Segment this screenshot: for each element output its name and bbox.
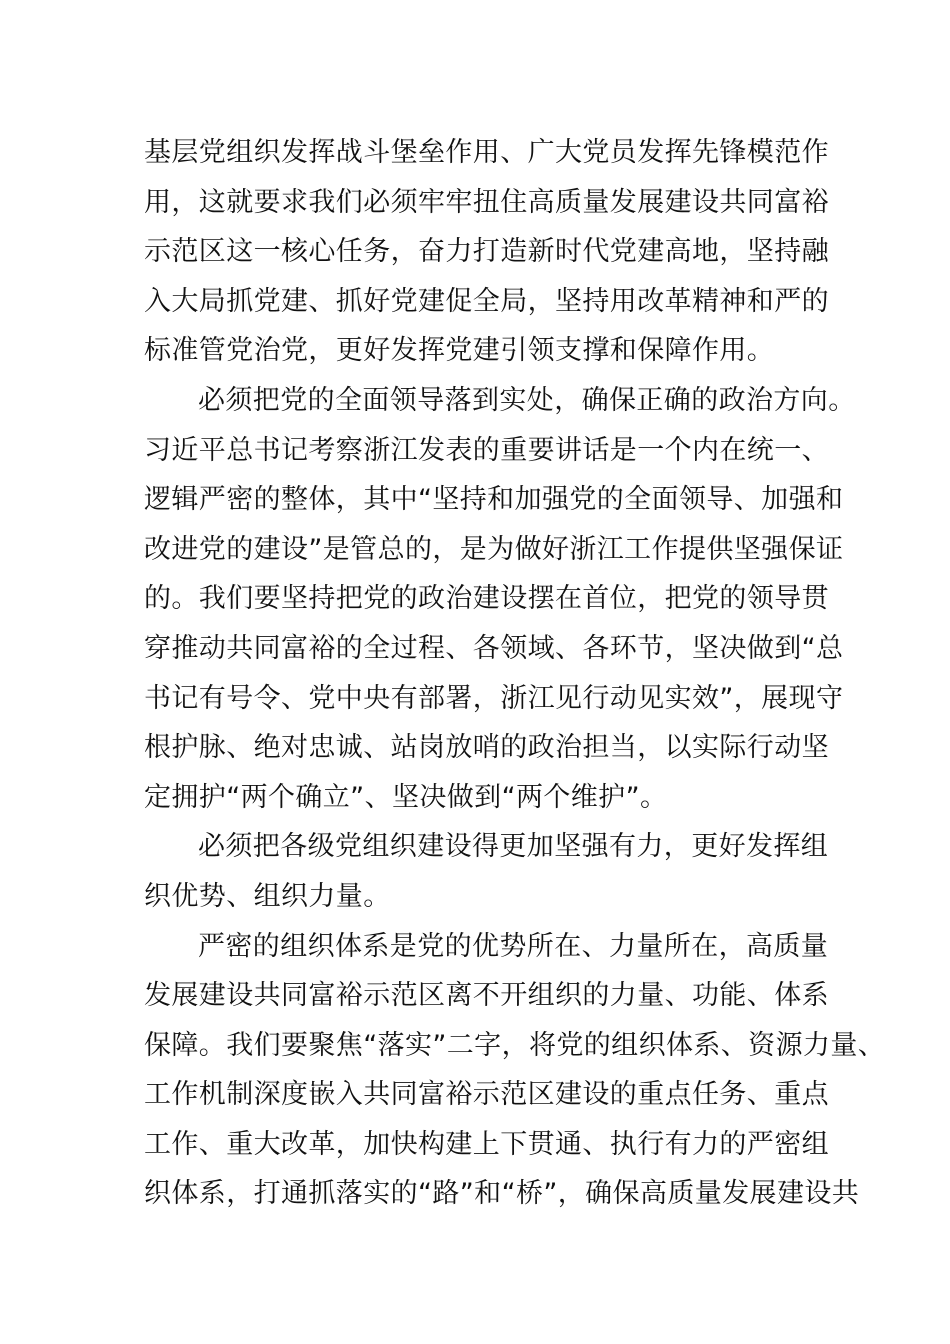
text-line: 保障。我们要聚焦“落实”二字，将党的组织体系、资源力量、 bbox=[144, 1029, 886, 1061]
text-line: 织体系，打通抓落实的“路”和“桥”，确保高质量发展建设共 bbox=[144, 1178, 860, 1210]
text-line: 工作、重大改革，加快构建上下贯通、执行有力的严密组 bbox=[144, 1128, 829, 1160]
body-text bbox=[144, 128, 886, 1219]
text-line: 习近平总书记考察浙江发表的重要讲话是一个内在统一、 bbox=[144, 434, 829, 466]
text-line: 示范区这一核心任务，奋力打造新时代党建高地，坚持融 bbox=[144, 236, 829, 268]
paragraph-first-line: 必须把党的全面领导落到实处，确保正确的政治方向。 bbox=[198, 384, 856, 416]
text-line: 定拥护“两个确立”、坚决做到“两个维护”。 bbox=[144, 781, 668, 813]
text-line: 标准管党治党，更好发挥党建引领支撑和保障作用。 bbox=[144, 335, 775, 367]
text-line: 穿推动共同富裕的全过程、各领域、各环节，坚决做到“总 bbox=[144, 632, 844, 664]
text-line: 入大局抓党建、抓好党建促全局，坚持用改革精神和严的 bbox=[144, 285, 829, 317]
text-line: 书记有号令、党中央有部署，浙江见行动见实效”，展现守 bbox=[144, 682, 844, 714]
paragraph-first-line: 严密的组织体系是党的优势所在、力量所在，高质量 bbox=[198, 930, 829, 962]
text-line: 发展建设共同富裕示范区离不开组织的力量、功能、体系 bbox=[144, 980, 829, 1012]
paragraph-first-line: 必须把各级党组织建设得更加坚强有力，更好发挥组 bbox=[198, 831, 829, 863]
text-line: 的。我们要坚持把党的政治建设摆在首位，把党的领导贯 bbox=[144, 583, 829, 615]
text-line: 织优势、组织力量。 bbox=[144, 880, 391, 912]
text-line: 用，这就要求我们必须牢牢扭住高质量发展建设共同富裕 bbox=[144, 186, 829, 218]
text-line: 基层党组织发挥战斗堡垒作用、广大党员发挥先锋模范作 bbox=[144, 137, 829, 168]
text-line: 工作机制深度嵌入共同富裕示范区建设的重点任务、重点 bbox=[144, 1079, 829, 1111]
text-line: 根护脉、绝对忠诚、站岗放哨的政治担当，以实际行动坚 bbox=[144, 732, 829, 764]
text-line: 逻辑严密的整体，其中“坚持和加强党的全面领导、加强和 bbox=[144, 484, 844, 516]
text-line: 改进党的建设”是管总的，是为做好浙江工作提供坚强保证 bbox=[144, 533, 844, 565]
